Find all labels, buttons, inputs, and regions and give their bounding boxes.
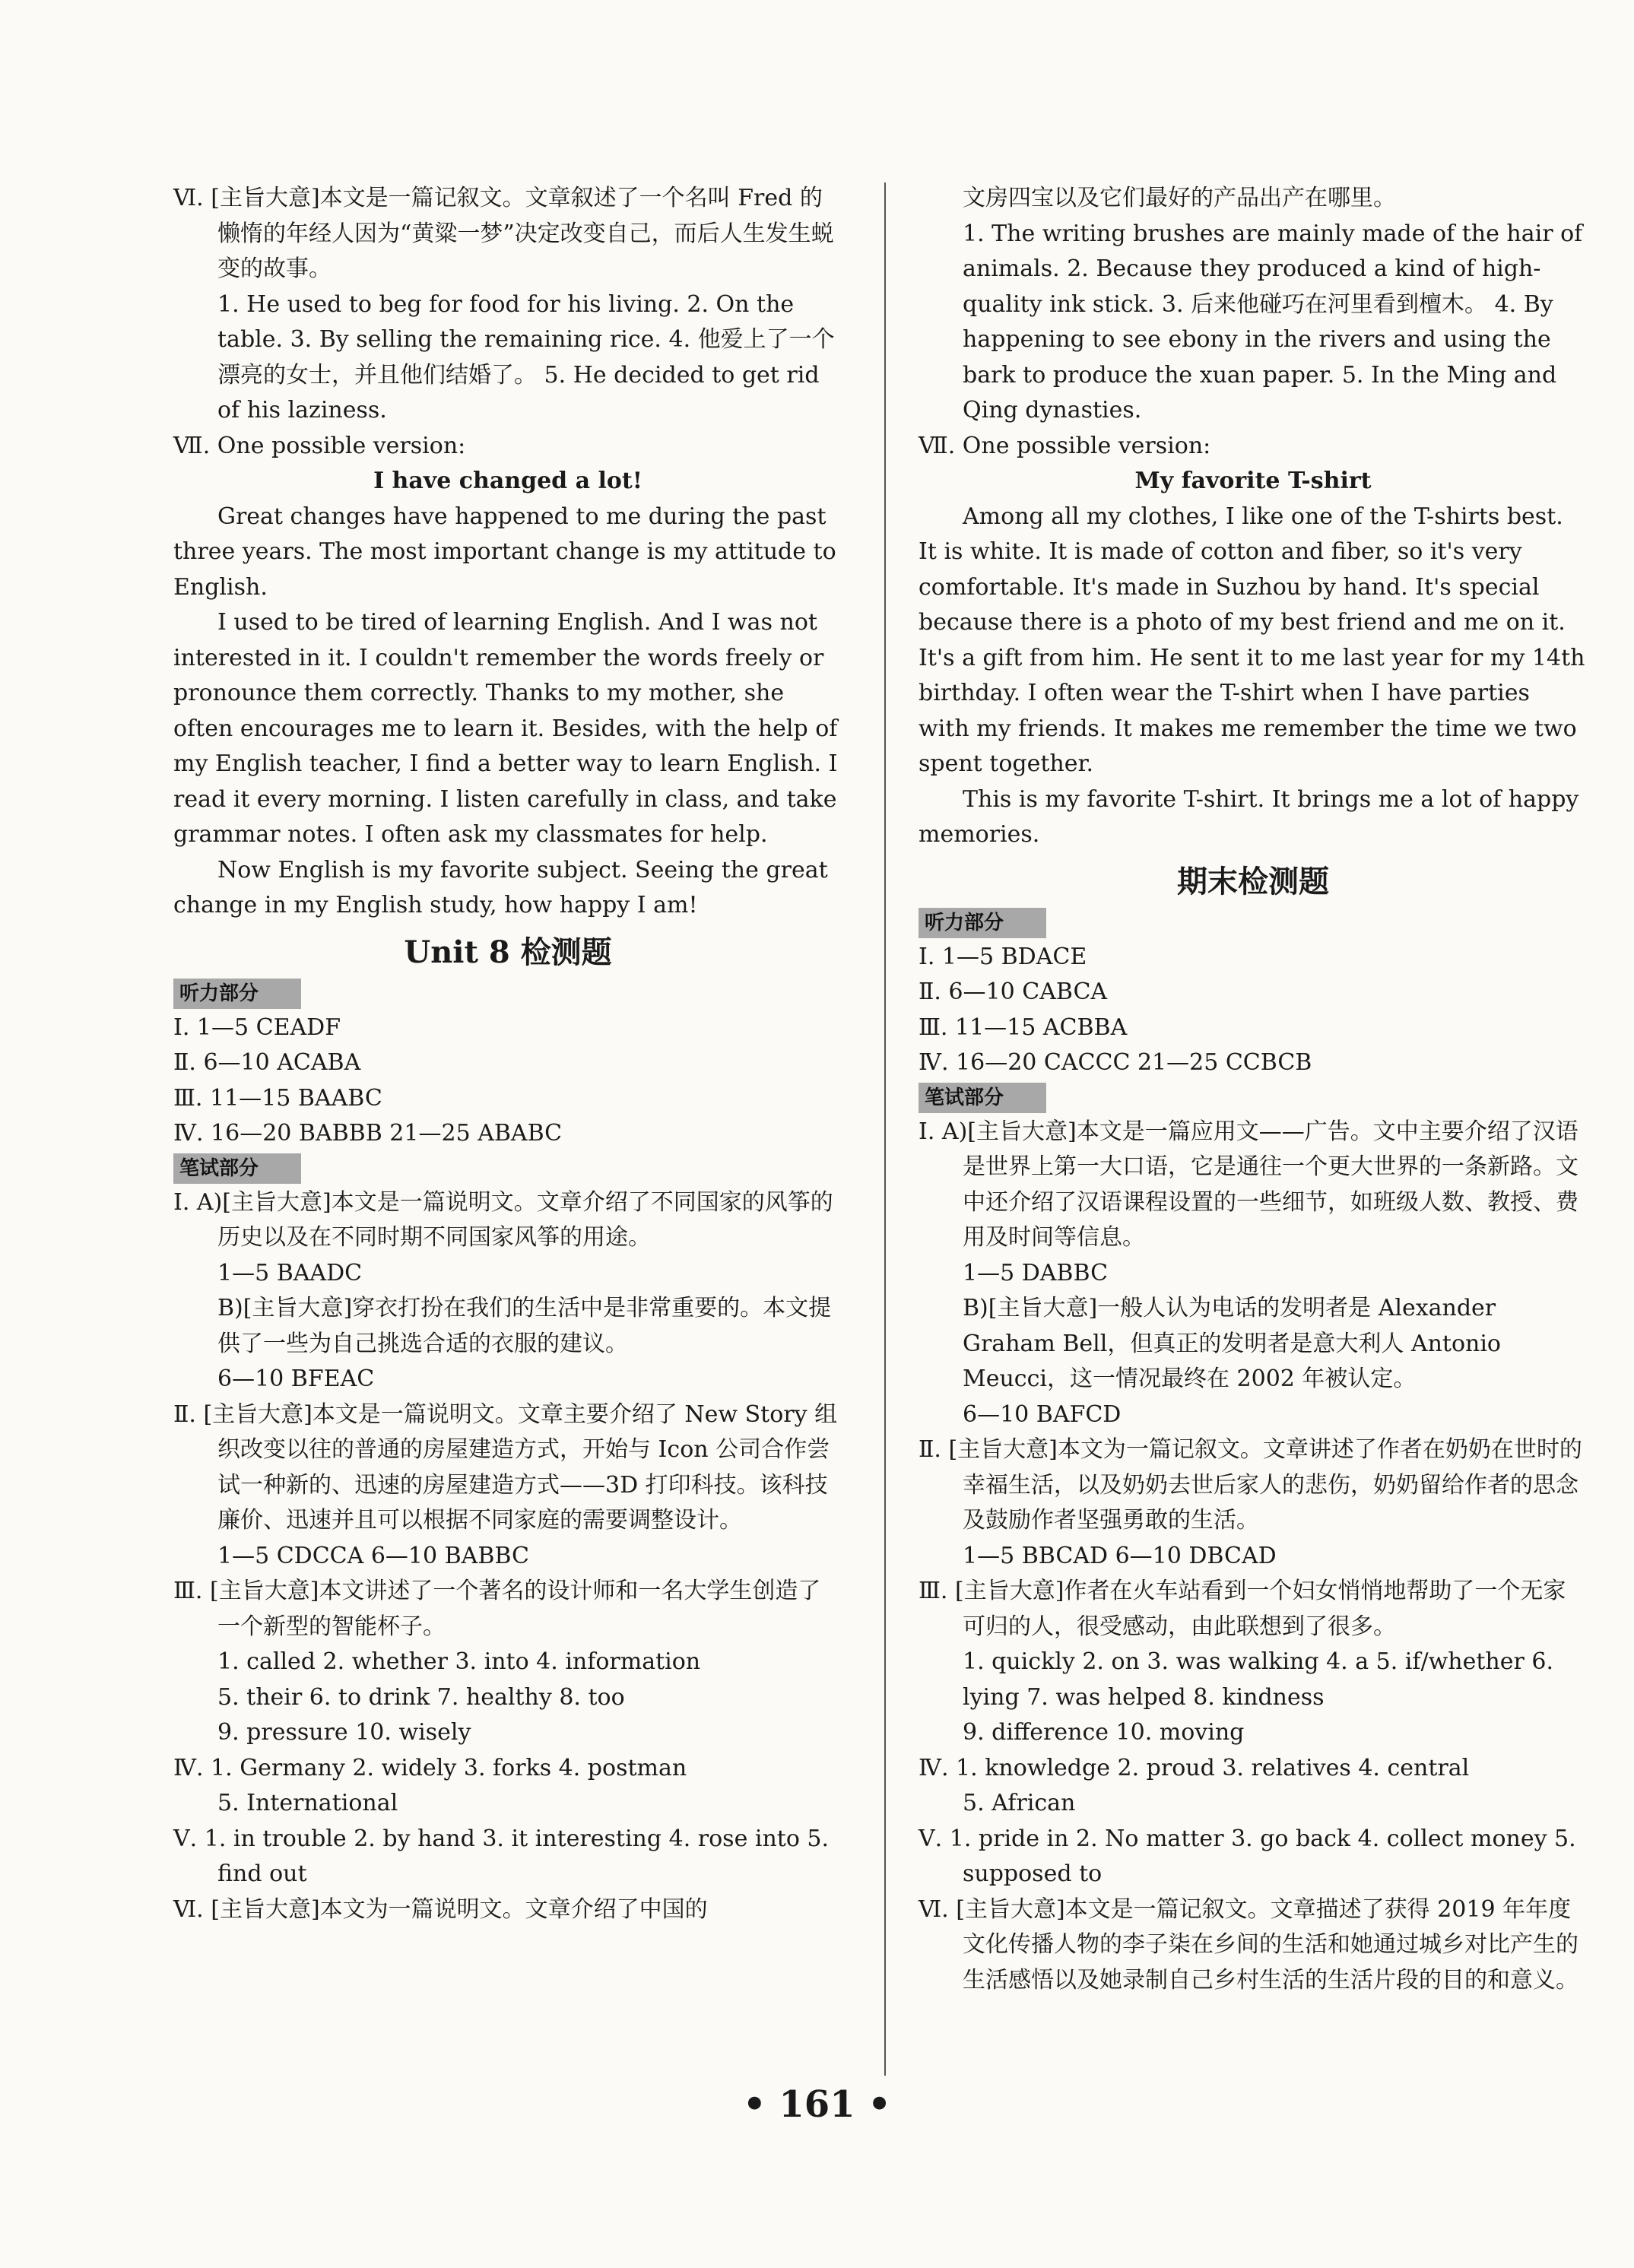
right-column xyxy=(919,181,1588,1998)
section-vii-label: Ⅶ. One possible version: xyxy=(173,432,466,459)
written-iii-answer: 9. difference 10. moving xyxy=(963,1719,1245,1746)
written-i-b: B)[主旨大意]穿衣打扮在我们的生活中是非常重要的。本文提供了一些为自己挑选合适的衣服的建议。 xyxy=(217,1295,832,1357)
listening-answer: Ⅰ. 1—5 CEADF xyxy=(173,1013,341,1041)
final-exam-title: 期末检测题 xyxy=(1177,863,1329,899)
written-i-a-answer: 1—5 DABBC xyxy=(963,1259,1109,1286)
listening-answer: Ⅲ. 11—15 BAABC xyxy=(173,1084,382,1112)
listening-answer: Ⅲ. 11—15 ACBBA xyxy=(919,1013,1128,1041)
essay-title: My favorite T-shirt xyxy=(1134,468,1372,494)
written-iii: Ⅲ. [主旨大意]本文讲述了一个著名的设计师和一名大学生创造了一个新型的智能杯子。 xyxy=(173,1578,821,1640)
written-vi: Ⅵ. [主旨大意]本文为一篇说明文。文章介绍了中国的 xyxy=(173,1895,708,1923)
written-i-b-answer: 6—10 BAFCD xyxy=(963,1400,1122,1428)
left-column xyxy=(173,181,842,1927)
written-i-b: B)[主旨大意]一般人认为电话的发明者是 Alexander Graham Bell，但真正的发明者是意大利人 Antonio Meucci，这一情况最终在 2002 年被认定。 xyxy=(963,1295,1501,1392)
written-i-b-answer: 6—10 BFEAC xyxy=(217,1366,375,1392)
essay-paragraph: Great changes have happened to me during the past three years. The most important change is my attitude to English. xyxy=(173,503,836,601)
written-iv: Ⅳ. 1. Germany 2. widely 3. forks 4. postman xyxy=(173,1754,687,1781)
written-ii-answer: 1—5 CDCCA 6—10 BABBC xyxy=(217,1542,529,1569)
written-iv: Ⅳ. 1. knowledge 2. proud 3. relatives 4. central xyxy=(919,1754,1470,1781)
section-vi-answers: 1. The writing brushes are mainly made of the hair of animals. 2. Because they produced a kind of high-quality ink stick. 3. 后来他碰巧在河里看到檀木。 4. By happening to see ebony in the rivers and using the bark to produce the xuan paper. 5. In the Ming and Qing dynasties. xyxy=(963,220,1583,423)
listening-answer: Ⅳ. 16—20 BABBB 21—25 ABABC xyxy=(173,1120,563,1147)
written-label: 笔试部分 xyxy=(919,1083,1046,1113)
listening-answer: Ⅳ. 16—20 CACCC 21—25 CCBCB xyxy=(919,1049,1312,1076)
written-v: Ⅴ. 1. pride in 2. No matter 3. go back 4. collect money 5. supposed to xyxy=(919,1825,1576,1887)
written-iii-answer: 9. pressure 10. wisely xyxy=(217,1719,471,1746)
essay-paragraph: Among all my clothes, I like one of the T-shirts best. It is white. It is made of cotton and fiber, so it's very comfortable. It's made in Suzhou by hand. It's special because there is a photo of my best friend and me on it. It's a gift from him. He sent it to me last year for my 14th birthday. I often wear the T-shirt when I have parties with my friends. It makes me remember the time we two spent together. xyxy=(919,503,1585,777)
section-vi-summary: Ⅵ. [主旨大意]本文是一篇记叙文。文章叙述了一个名叫 Fred 的懒惰的年经人因为“黄粱一梦”决定改变自己，而后人生发生蜕变的故事。 xyxy=(173,185,834,282)
written-ii-answer: 1—5 BBCAD 6—10 DBCAD xyxy=(963,1542,1277,1569)
section-vi-answers: 1. He used to beg for food for his living. 2. On the table. 3. By selling the remaining rice. 4. 他爱上了一个漂亮的女士，并且他们结婚了。 5. He decided to get rid of his laziness. xyxy=(217,290,835,423)
written-ii: Ⅱ. [主旨大意]本文是一篇说明文。文章主要介绍了 New Story 组织改变以往的普通的房屋建造方式，开始与 Icon 公司合作尝试一种新的、迅速的房屋建造方式——3D 打印科技。该科技廉价、迅速并且可以根据不同家庭的需要调整设计。 xyxy=(173,1400,838,1534)
written-iii: Ⅲ. [主旨大意]作者在火车站看到一个妇女悄悄地帮助了一个无家可归的人，很受感动，由此联想到了很多。 xyxy=(919,1578,1566,1640)
column-divider xyxy=(884,182,886,2076)
section-vii-label: Ⅶ. One possible version: xyxy=(919,432,1211,459)
written-iv-answer: 5. African xyxy=(963,1790,1076,1816)
written-iii-answer: 1. called 2. whether 3. into 4. information xyxy=(217,1648,701,1675)
essay-paragraph: This is my favorite T-shirt. It brings me a lot of happy memories. xyxy=(919,785,1579,848)
written-vi: Ⅵ. [主旨大意]本文是一篇记叙文。文章描述了获得 2019 年年度文化传播人物的李子柒在乡间的生活和她通过城乡对比产生的生活感悟以及她录制自己乡村生活的生活片段的目的和意义。 xyxy=(919,1895,1578,1994)
listening-label: 听力部分 xyxy=(919,908,1046,938)
listening-answer: Ⅱ. 6—10 CABCA xyxy=(919,979,1108,1005)
listening-answer: Ⅱ. 6—10 ACABA xyxy=(173,1049,361,1076)
written-ii: Ⅱ. [主旨大意]本文为一篇记叙文。文章讲述了作者在奶奶在世时的幸福生活，以及奶奶去世后家人的悲伤，奶奶留给作者的思念及鼓励作者坚强勇敢的生活。 xyxy=(919,1436,1582,1534)
listening-answer: Ⅰ. 1—5 BDACE xyxy=(919,943,1087,970)
written-i-a-answer: 1—5 BAADC xyxy=(217,1259,363,1286)
written-label: 笔试部分 xyxy=(173,1153,301,1184)
essay-title: I have changed a lot! xyxy=(373,468,642,494)
essay-paragraph: I used to be tired of learning English. And I was not interested in it. I couldn't remember the words freely or pronounce them correctly. Thanks to my mother, she often encourages me to learn it. Besides, with the help of my English teacher, I find a better way to learn English. I read it every morning. I listen carefully in class, and take grammar notes. I often ask my classmates for help. xyxy=(173,609,838,848)
essay-paragraph: Now English is my favorite subject. Seeing the great change in my English study, how happy I am! xyxy=(173,856,828,918)
written-iv-answer: 5. International xyxy=(217,1790,398,1816)
written-i-a: Ⅰ. A)[主旨大意]本文是一篇应用文——广告。文中主要介绍了汉语是世界上第一大口语，它是通往一个更大世界的一条新路。文中还介绍了汉语课程设置的一些细节，如班级人数、教授、费用及时间等信息。 xyxy=(919,1118,1578,1251)
section-vi-continued: 文房四宝以及它们最好的产品出产在哪里。 xyxy=(963,185,1396,211)
written-iii-answer: 5. their 6. to drink 7. healthy 8. too xyxy=(217,1683,625,1711)
unit8-title: Unit 8 检测题 xyxy=(404,934,612,970)
written-v: Ⅴ. 1. in trouble 2. by hand 3. it interesting 4. rose into 5. find out xyxy=(173,1825,830,1887)
written-i-a: Ⅰ. A)[主旨大意]本文是一篇说明文。文章介绍了不同国家的风筝的历史以及在不同时期不同国家风筝的用途。 xyxy=(173,1188,833,1251)
written-iii-answer: 1. quickly 2. on 3. was walking 4. a 5. if/whether 6. lying 7. was helped 8. kindness xyxy=(963,1648,1553,1711)
page-number: • 161 • xyxy=(743,2083,891,2126)
listening-label: 听力部分 xyxy=(173,979,301,1009)
